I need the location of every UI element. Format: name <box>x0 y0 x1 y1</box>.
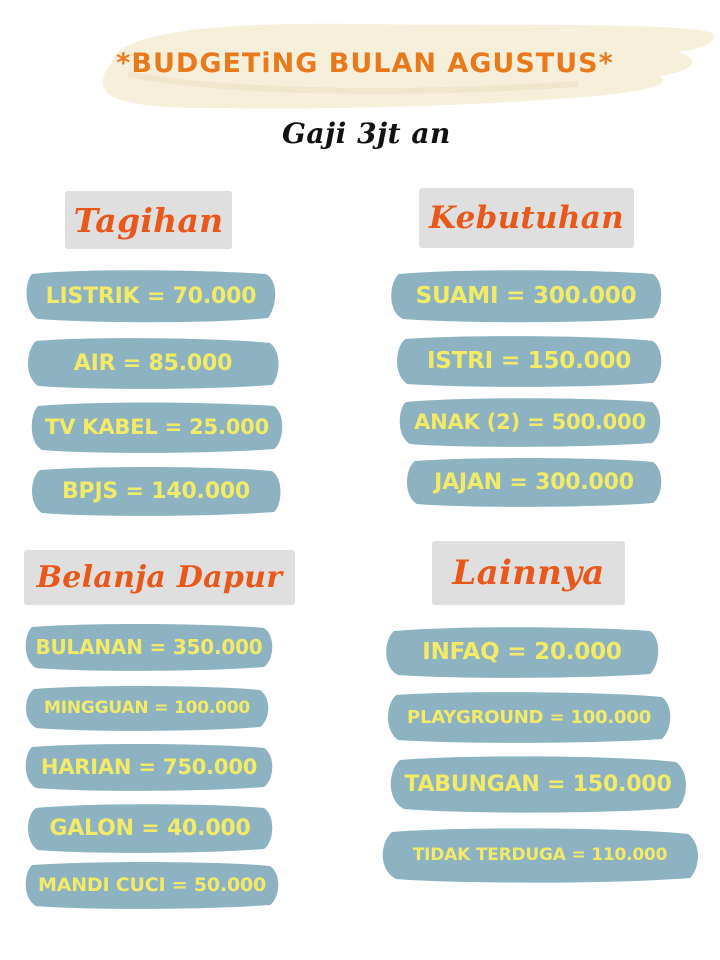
section-heading-lainnya <box>432 541 625 605</box>
budget-item-label: GALON = 40.000 <box>49 815 251 841</box>
budget-item-galon <box>24 802 276 854</box>
section-heading-belanja-dapur <box>24 550 295 605</box>
budget-item-playground <box>384 690 674 744</box>
section-heading-label: Lainnya <box>452 553 605 593</box>
budget-item-label: AIR = 85.000 <box>73 350 233 376</box>
budget-item-bpjs <box>28 465 284 517</box>
budget-item-label: ANAK (2) = 500.000 <box>414 410 646 434</box>
page-title: *BUDGETiNG BULAN AGUSTUS* <box>116 48 614 79</box>
budget-item-tidak-terduga <box>378 826 702 884</box>
section-heading-kebutuhan <box>419 188 634 248</box>
budget-item-label: ISTRI = 150.000 <box>426 348 632 374</box>
budget-item-label: LISTRIK = 70.000 <box>45 283 257 309</box>
budget-item-infaq <box>382 625 662 679</box>
page-subtitle: Gaji 3jt an <box>282 117 451 150</box>
budget-item-suami <box>387 268 665 324</box>
budget-item-istri <box>393 334 665 388</box>
budget-item-bulanan <box>22 622 276 672</box>
budget-item-label: MINGGUAN = 100.000 <box>44 698 250 718</box>
budget-item-tv-kabel <box>28 400 286 454</box>
budget-item-label: TIDAK TERDUGA = 110.000 <box>412 845 668 865</box>
budget-item-jajan <box>403 456 665 508</box>
budget-item-label: INFAQ = 20.000 <box>422 639 622 665</box>
budget-item-listrik <box>22 268 280 324</box>
budget-item-label: HARIAN = 750.000 <box>40 755 258 779</box>
budget-item-label: BULANAN = 350.000 <box>35 635 263 659</box>
budget-item-air <box>24 336 282 390</box>
budget-item-label: SUAMI = 300.000 <box>415 283 637 309</box>
section-heading-tagihan <box>65 191 232 249</box>
budget-item-label: TV KABEL = 25.000 <box>44 415 269 439</box>
section-heading-label: Tagihan <box>73 200 224 240</box>
budget-item-label: BPJS = 140.000 <box>61 478 251 504</box>
budget-item-label: PLAYGROUND = 100.000 <box>406 706 652 728</box>
budget-item-label: JAJAN = 300.000 <box>434 469 634 495</box>
budget-item-label: MANDI CUCI = 50.000 <box>37 874 267 896</box>
budget-item-anak <box>396 396 664 448</box>
section-heading-label: Belanja Dapur <box>36 560 283 595</box>
budget-item-mingguan <box>22 684 272 732</box>
budget-item-harian <box>22 742 276 792</box>
budget-item-mandi-cuci <box>22 860 282 910</box>
budget-item-label: TABUNGAN = 150.000 <box>404 771 672 797</box>
budget-item-tabungan <box>386 754 690 814</box>
section-heading-label: Kebutuhan <box>429 200 624 236</box>
